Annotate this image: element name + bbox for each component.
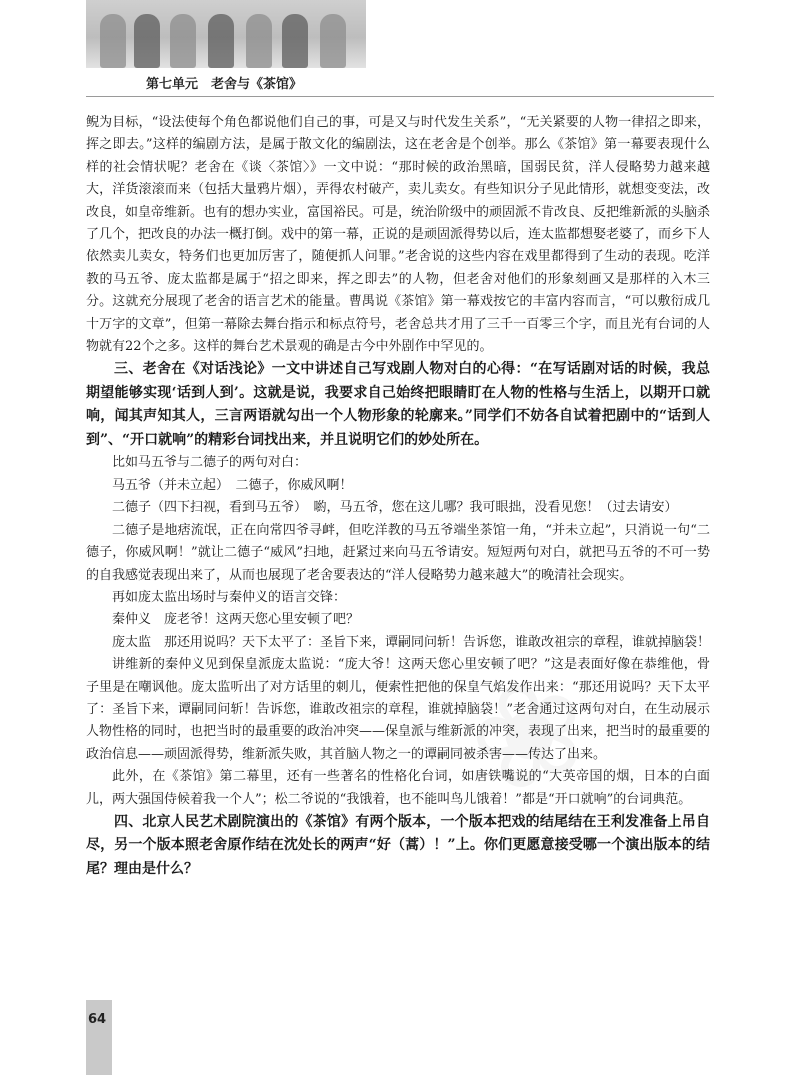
dialogue-line: 二德子（四下扫视，看到马五爷） 喲，马五爷，您在这儿哪？我可眼拙，没看见您！（过去请安） <box>112 500 678 516</box>
question-paragraph: 四、北京人民艺术剧院演出的《茶馆》有两个版本，一个版本把戏的结尾结在王利发准备上吊自尽，另一个版本照老舍原作结在沈处长的两声“好（蒿）！”上。你们更愿意接受哪一个演出版本的结尾？理由是什么？ <box>86 813 710 877</box>
question-paragraph: 三、老舍在《对话浅论》一文中讲述自己写戏剧人物对白的心得：“在写话剧对话的时候，我总期望能够实现‘话到人到’。这就是说，我要求自己始终把眼睛盯在人物的性格与生活上，以期开口就响，闻其声知其人，三言两语就勾出一个人物形象的轮廓来。”同学们不妨各自试着把剧中的“话到人到”、“开口就响”的精彩台词找出来，并且说明它们的妙处所在。 <box>86 361 710 448</box>
page-number: 64 <box>88 1012 107 1027</box>
dialogue-line: 庞太监 那还用说吗？天下太平了：圣旨下来，谭嗣同问斩！告诉您，谁敢改祖宗的章程，谁就掉脑袋！ <box>112 634 711 650</box>
dialogue-line: 马五爷（并未立起） 二德子，你威风啊！ <box>112 477 353 493</box>
paragraph: 此外，在《茶馆》第二幕里，还有一些著名的性格化台词，如唐铁嘴说的“大英帝国的烟，日本的白面儿，两大强国侍候着我一个人”；松二爷说的“我饿着，也不能叫鸟儿饿着！”都是“开口就响”的台词典范。 <box>86 769 710 807</box>
page-body <box>86 112 710 881</box>
unit-title: 第七单元 老舍与《茶馆》 <box>146 77 303 92</box>
paragraph: 讲维新的秦仲义见到保皇派庞太监说：“庞大爷！这两天您心里安顿了吧？”这是表面好像在恭维他，骨子里是在嘲讽他。庞太监听出了对方话里的刺儿，便索性把他的保皇气焰发作出来：“那还用说吗？天下太平了：圣旨下来，谭嗣同问斩！告诉您，谁敢改祖宗的章程，谁就掉脑袋！”老舍通过这两句对白，在生动展示人物性格的同时，也把当时的最重要的政治冲突——保皇派与维新派的冲突，表现了出来，把当时的最重要的政治信息——顽固派得势，维新派失败，其首脑人物之一的谭嗣同被杀害——传达了出来。 <box>86 657 711 762</box>
paragraph: 鲵为目标，“设法使每个角色都说他们自己的事，可是又与时代发生关系”，“无关紧要的人物一律招之即来，挥之即去。”这样的编剧方法，是属于散文化的编剧法，这在老舍是个创举。那么《茶馆》第一幕要表现什么样的社会情状呢？老舍在《谈〈茶馆〉》一文中说：“那时候的政治黑暗，国弱民贫，洋人侵略势力越来越大，洋货滚滚而来（包括大量鸦片烟），弄得农村破产，卖儿卖女。有些知识分子见此情形，就想变变法，改改良，如皇帝维新。也有的想办实业，富国裕民。可是，统治阶级中的顽固派不肯改良、反把维新派的头脑杀了几个，把改良的办法一概打倒。戏中的第一幕，正说的是顽固派得势以后，连太监都想娶老婆了，而乡下人依然卖儿卖女，特务们也更加厉害了，随便抓人问罪。”老舍说的这些内容在戏里都得到了生动的表现。吃洋教的马五爷、庞太监都是属于“招之即来，挥之即去”的人物，但老舍对他们的形象刻画又是那样的入木三分。这就充分展现了老舍的语言艺术的能量。曹禺说《茶馆》第一幕戏按它的丰富内容而言，“可以敷衍成几十万字的文章”，但第一幕除去舞台指示和标点符号，老舍总共才用了三千一百零三个字，而且光有台词的人物就有22个之多。这样的舞台艺术景观的确是古今中外剧作中罕见的。 <box>86 115 711 355</box>
paragraph: 二德子是地痞流氓，正在向常四爷寻衅，但吃洋教的马五爷端坐茶馆一角，“并未立起”，只消说一句“二德子，你威风啊！”就让二德子“威风”扫地，赶紧过来向马五爷请安。短短两句对白，就把马五爷的不可一势的自我感觉表现出来了，从而也展现了老舍要表达的“洋人侵略势力越来越大”的晚清社会现实。 <box>86 522 710 583</box>
header-banner-image <box>86 0 366 68</box>
header-divider <box>86 96 714 97</box>
dialogue-line: 秦仲义 庞老爷！这两天您心里安顿了吧？ <box>112 612 360 628</box>
paragraph: 再如庞太监出场时与秦仲义的语言交锋： <box>112 589 347 605</box>
paragraph: 比如马五爷与二德子的两句对白： <box>112 455 308 471</box>
